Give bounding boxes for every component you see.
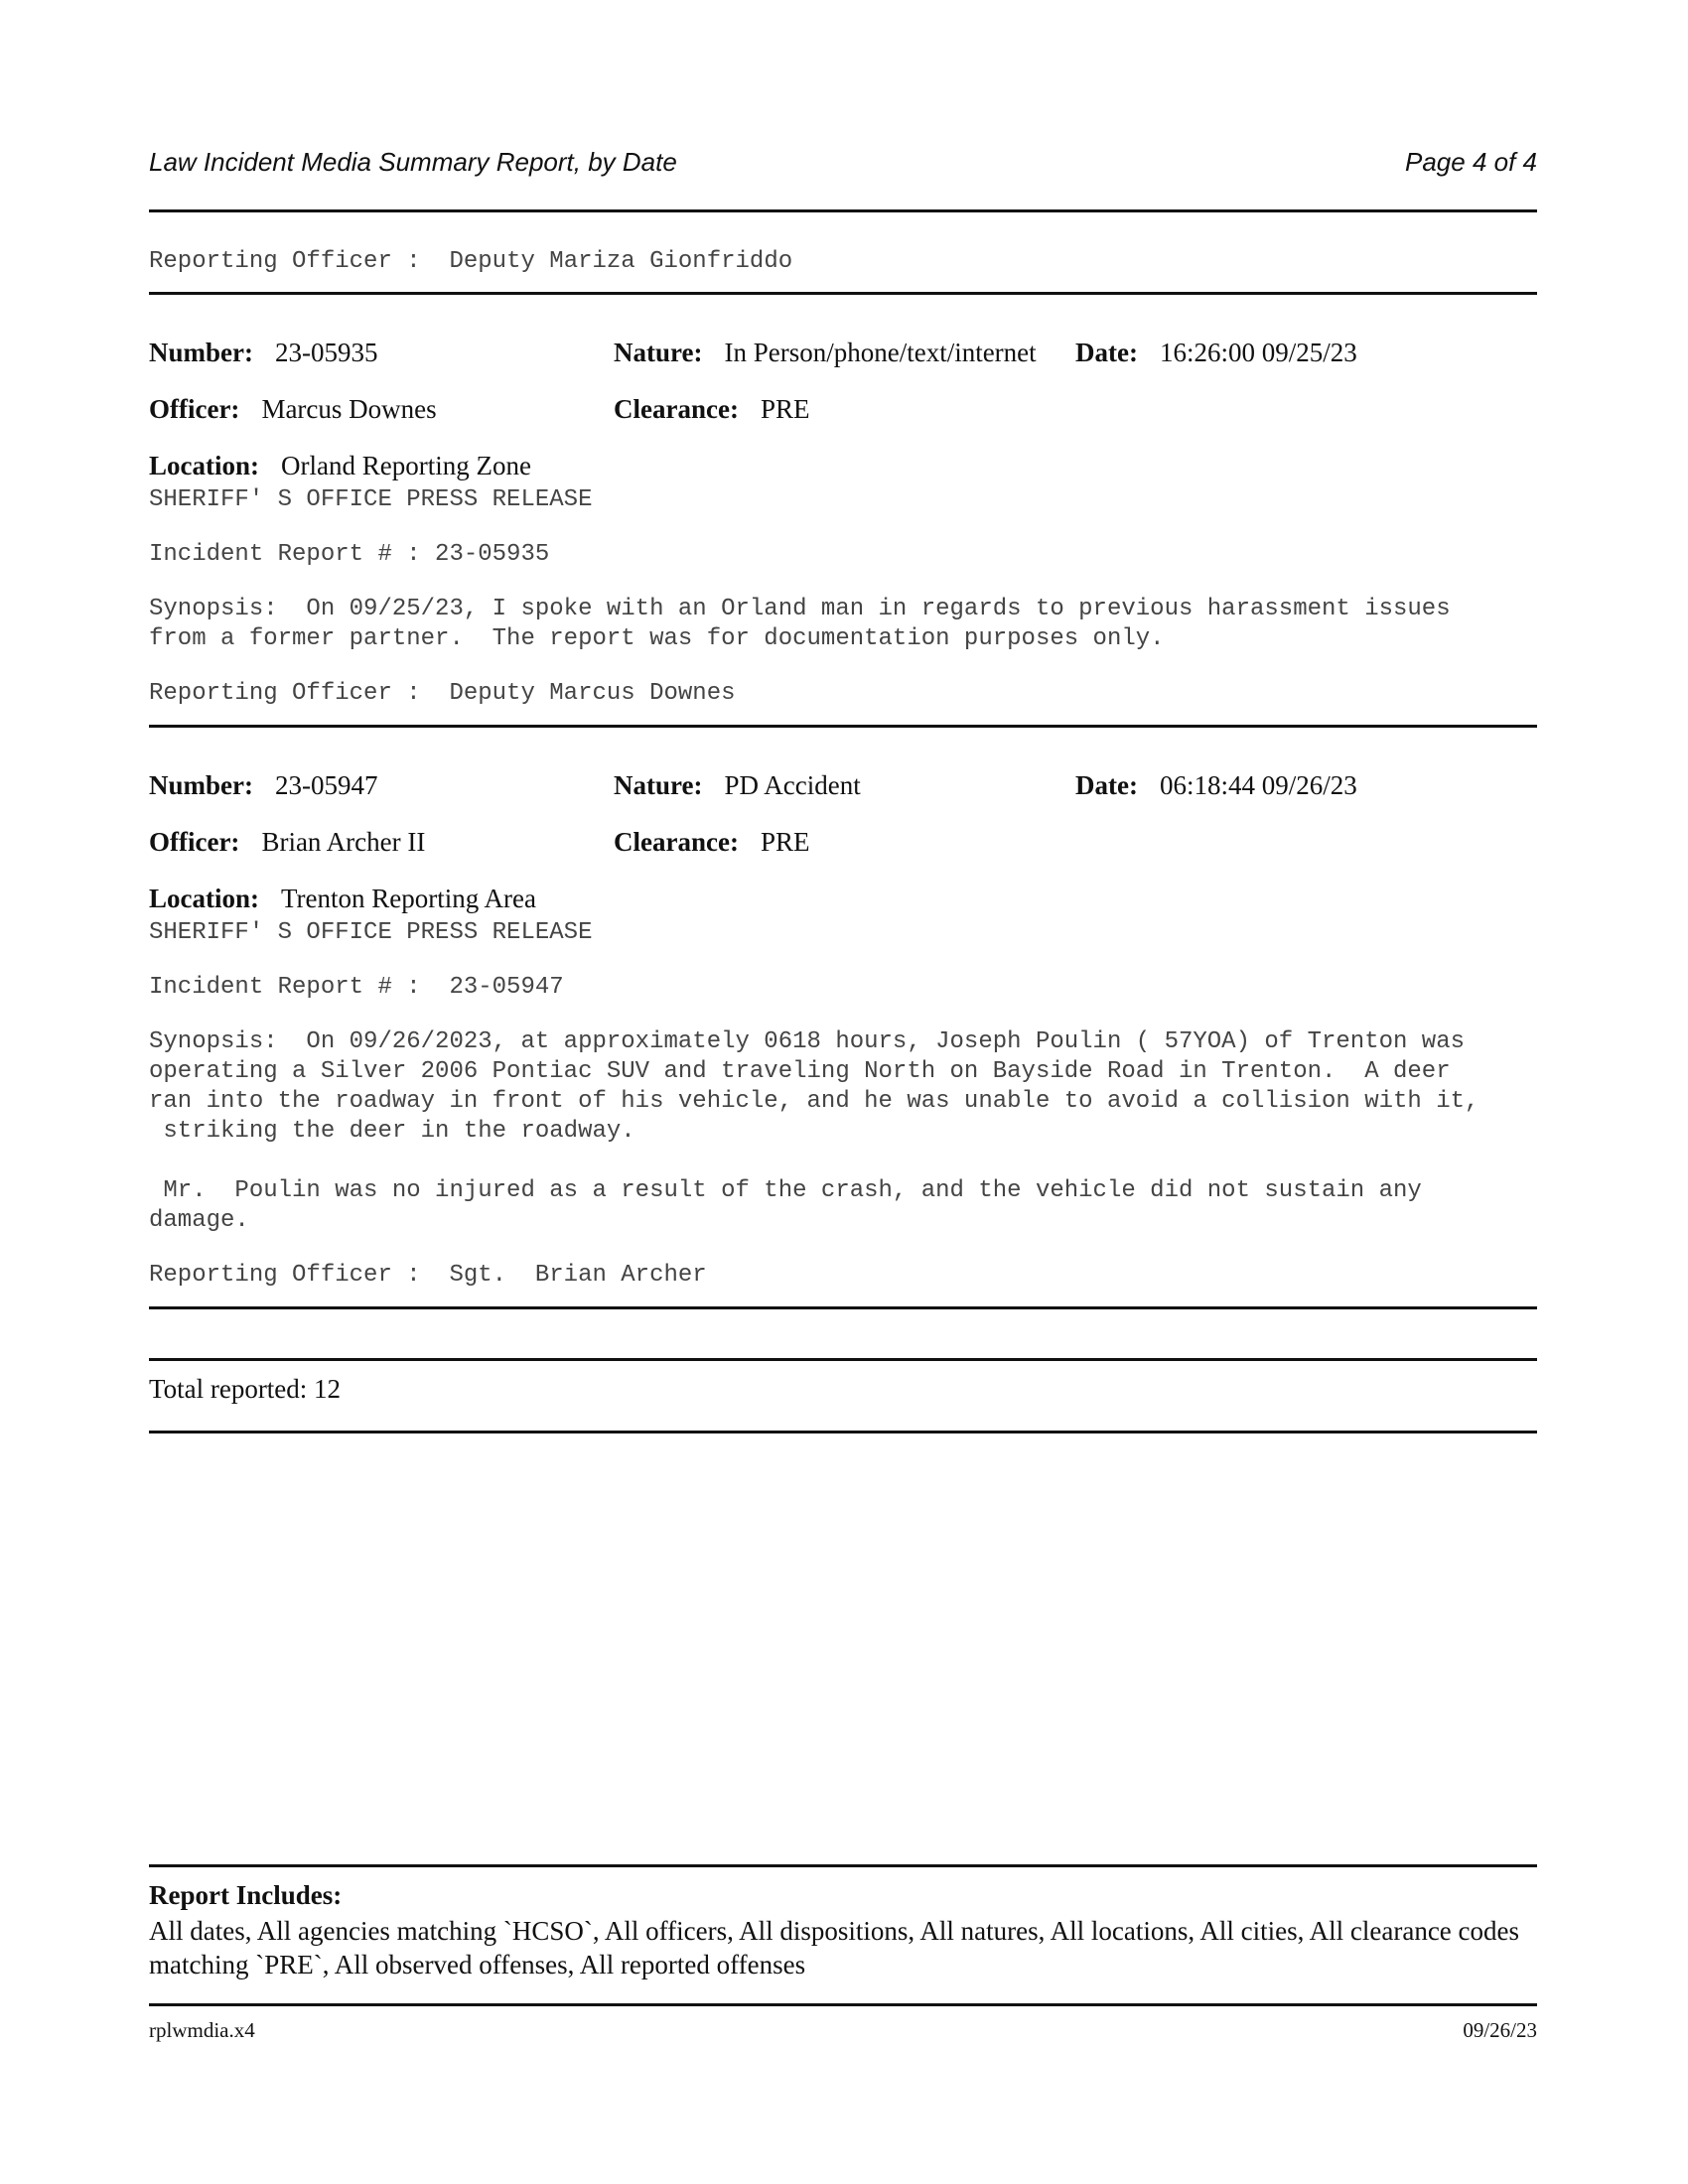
total-reported: Total reported: 12: [149, 1374, 342, 1404]
clearance-value: PRE: [760, 394, 810, 424]
location-label: Location:: [149, 884, 259, 913]
incident-date: [1075, 770, 1357, 801]
incident-location: [149, 884, 536, 914]
incident-date: [1075, 338, 1357, 368]
clearance-label: Clearance:: [614, 827, 739, 857]
nature-label: Nature:: [614, 770, 703, 800]
footer-bottom-divider: [149, 2003, 1537, 2006]
report-includes-label: Report Includes:: [149, 1880, 343, 1910]
incident-clearance: [614, 394, 809, 425]
location-label: Location:: [149, 451, 259, 480]
incident-report-number: Incident Report # : 23-05947: [149, 974, 564, 1001]
page-number: Page 4 of 4: [1405, 147, 1537, 177]
total-divider-top: [149, 1358, 1537, 1361]
nature-value: PD Accident: [724, 770, 861, 800]
footer-divider: [149, 1864, 1537, 1867]
prev-reporting-officer: [149, 247, 792, 277]
report-title: Law Incident Media Summary Report, by Date: [149, 147, 677, 177]
number-value: 23-05935: [274, 338, 378, 367]
press-release: SHERIFF' S OFFICE PRESS RELEASE: [149, 919, 593, 946]
incident-nature: [614, 770, 861, 801]
date-value: 06:18:44 09/26/23: [1159, 770, 1357, 800]
incident-clearance: [614, 827, 809, 858]
incident-report-number: Incident Report # : 23-05935: [149, 541, 550, 568]
synopsis-continued: Mr. Poulin was no injured as a result of the crash, and the vehicle did not sustain any damage.: [149, 1177, 1422, 1234]
report-includes-text: All dates, All agencies matching `HCSO`, All officers, All dispositions, All natures, All locations, All cities, All clearance codes matching `PRE`, All observed offenses, All reported offenses: [149, 1916, 1520, 1979]
total-divider-bottom: [149, 1431, 1537, 1433]
reporting-officer: Reporting Officer : Sgt. Brian Archer: [149, 1262, 707, 1289]
entry-divider: [149, 1306, 1537, 1309]
header-divider: [149, 209, 1537, 212]
incident-officer: [149, 827, 425, 858]
nature-value: In Person/phone/text/internet: [724, 338, 1037, 367]
incident-officer: [149, 394, 437, 425]
reporting-officer-name: Deputy Mariza Gionfriddo: [449, 248, 793, 275]
nature-label: Nature:: [614, 338, 703, 367]
clearance-label: Clearance:: [614, 394, 739, 424]
number-label: Number:: [149, 770, 253, 800]
footer-file-name: rplwmdia.x4: [149, 2018, 255, 2042]
incident-number: [149, 770, 377, 801]
incident-number: [149, 338, 377, 368]
press-release: SHERIFF' S OFFICE PRESS RELEASE: [149, 486, 593, 513]
clearance-value: PRE: [760, 827, 810, 857]
entry-divider: [149, 292, 1537, 295]
number-value: 23-05947: [274, 770, 378, 800]
number-label: Number:: [149, 338, 253, 367]
date-label: Date:: [1075, 770, 1138, 800]
footer-date: 09/26/23: [1463, 2018, 1537, 2042]
officer-label: Officer:: [149, 394, 240, 424]
date-label: Date:: [1075, 338, 1138, 367]
date-value: 16:26:00 09/25/23: [1159, 338, 1357, 367]
incident-nature: [614, 338, 1037, 368]
location-value: Trenton Reporting Area: [281, 884, 536, 913]
officer-label: Officer:: [149, 827, 240, 857]
incident-location: [149, 451, 531, 481]
reporting-officer: Reporting Officer : Deputy Marcus Downes: [149, 680, 736, 707]
officer-value: Marcus Downes: [261, 394, 437, 424]
synopsis: Synopsis: On 09/25/23, I spoke with an Orland man in regards to previous harassment issues from a former partner. The report was for documentation purposes only.: [149, 596, 1451, 652]
reporting-officer-label: Reporting Officer :: [149, 248, 421, 275]
location-value: Orland Reporting Zone: [281, 451, 531, 480]
entry-divider: [149, 725, 1537, 728]
synopsis: Synopsis: On 09/26/2023, at approximately 0618 hours, Joseph Poulin ( 57YOA) of Trenton was operating a Silver 2006 Pontiac SUV and traveling North on Bayside Road in Trenton. A deer ran into the roadway in front of his vehicle, and he was unable to avoid a collision with it, striking the deer in the roadway.: [149, 1028, 1479, 1145]
officer-value: Brian Archer II: [261, 827, 426, 857]
